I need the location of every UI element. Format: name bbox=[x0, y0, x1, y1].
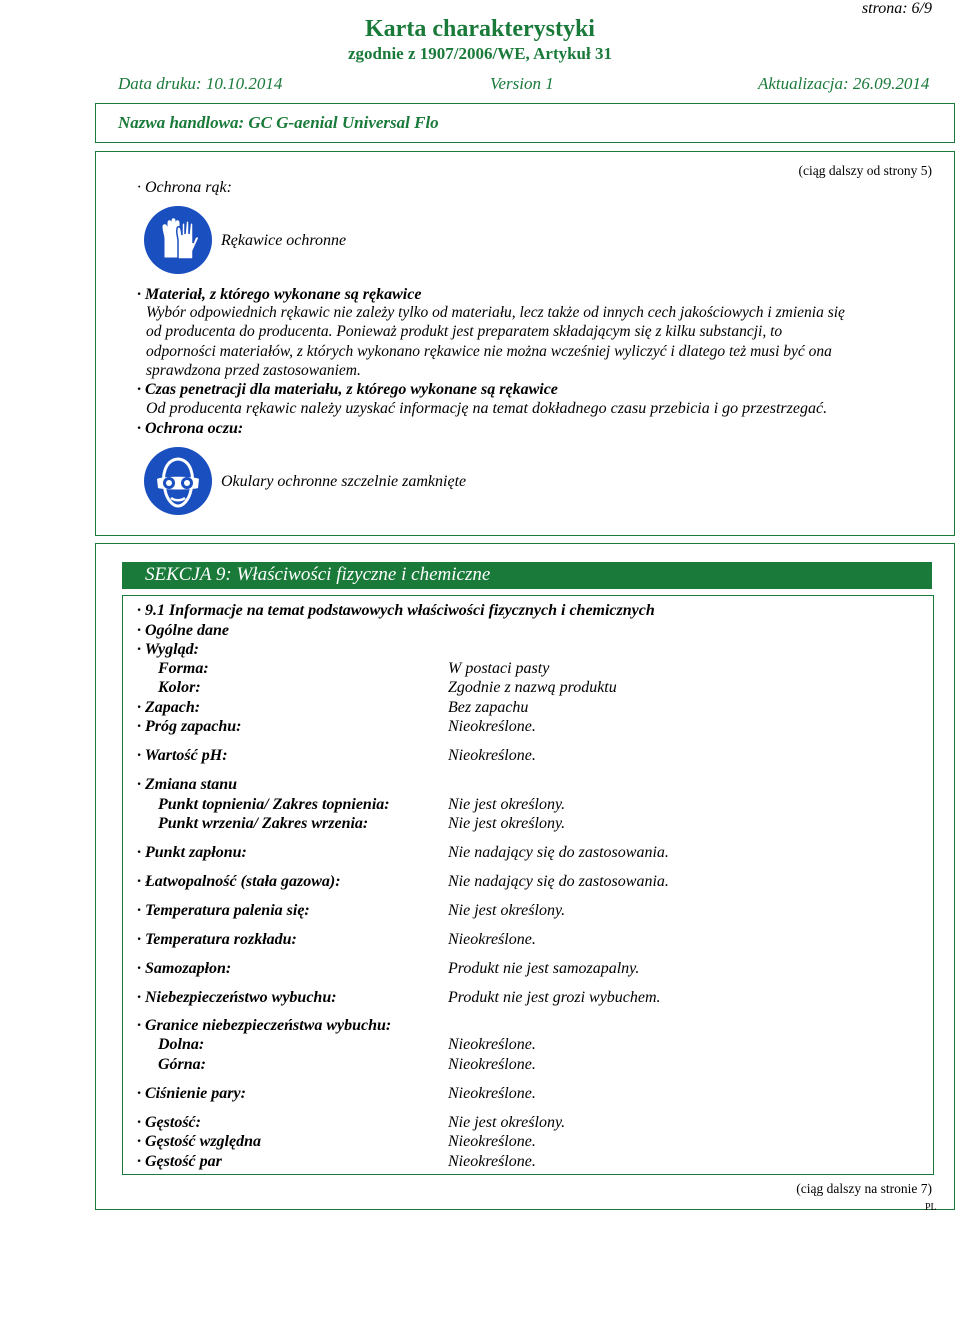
property-value: Nieokreślone. bbox=[448, 718, 536, 735]
property-label: · Ciśnienie pary: bbox=[137, 1085, 246, 1102]
property-value: Produkt nie jest samozapalny. bbox=[448, 960, 640, 977]
eye-protection-label: · Ochrona oczu: bbox=[137, 420, 244, 437]
property-value: Nie jest określony. bbox=[448, 1114, 566, 1131]
gloves-caption: Rękawice ochronne bbox=[221, 232, 347, 249]
version: Version 1 bbox=[490, 74, 554, 93]
trade-name: Nazwa handlowa: GC G-aenial Universal Flo bbox=[118, 113, 439, 132]
penetration-text: Od producenta rękawic należy uzyskać informację na temat dokładnego czasu przebicia i go przestrzegać. bbox=[146, 400, 828, 417]
property-value: Produkt nie jest grozi wybuchem. bbox=[448, 989, 661, 1006]
appearance-label: · Wygląd: bbox=[137, 641, 199, 658]
page-number: strona: 6/9 bbox=[861, 0, 932, 17]
property-label: · Niebezpieczeństwo wybuchu: bbox=[137, 989, 337, 1006]
hand-protection-label: · Ochrona rąk: bbox=[137, 179, 232, 196]
property-value: Nieokreślone. bbox=[448, 1056, 536, 1073]
property-value: Nie jest określony. bbox=[448, 815, 566, 832]
print-date: Data druku: 10.10.2014 bbox=[118, 74, 283, 93]
section-9-title: SEKCJA 9: Właściwości fizyczne i chemiczne bbox=[145, 564, 491, 585]
property-label: Kolor: bbox=[158, 679, 201, 696]
property-value: Nie jest określony. bbox=[448, 796, 566, 813]
document-title: Karta charakterystyki bbox=[365, 16, 595, 42]
goggles-mandatory-icon bbox=[143, 446, 213, 516]
property-label: · Granice niebezpieczeństwa wybuchu: bbox=[137, 1017, 392, 1034]
property-label: · Temperatura palenia się: bbox=[137, 902, 310, 919]
property-label: · Punkt zapłonu: bbox=[137, 844, 247, 861]
general-data-label: · Ogólne dane bbox=[137, 622, 229, 639]
subsection-9-1-title: · 9.1 Informacje na temat podstawowych właściwości fizycznych i chemicznych bbox=[137, 602, 655, 619]
property-value: Zgodnie z nazwą produktu bbox=[448, 679, 617, 696]
penetration-heading: · Czas penetracji dla materiału, z którego wykonane są rękawice bbox=[137, 381, 558, 398]
gloves-mandatory-icon bbox=[143, 205, 213, 275]
property-value: Nieokreślone. bbox=[448, 1085, 536, 1102]
material-heading: · Materiał, z którego wykonane są rękawice bbox=[137, 286, 422, 303]
document-subtitle: zgodnie z 1907/2006/WE, Artykuł 31 bbox=[348, 44, 612, 63]
property-label: Górna: bbox=[158, 1056, 207, 1073]
property-label: · Gęstość: bbox=[137, 1114, 201, 1131]
property-value: Nie jest określony. bbox=[448, 902, 566, 919]
continued-from-note: (ciąg dalszy od strony 5) bbox=[798, 163, 932, 178]
property-label: · Zapach: bbox=[137, 699, 201, 716]
property-value: Nie nadający się do zastosowania. bbox=[448, 844, 669, 861]
property-value: Nieokreślone. bbox=[448, 1036, 536, 1053]
property-label: · Gęstość względna bbox=[137, 1133, 261, 1150]
property-label: · Próg zapachu: bbox=[137, 718, 242, 735]
continued-to-note: (ciąg dalszy na stronie 7) bbox=[796, 1181, 932, 1196]
property-value: W postaci pasty bbox=[448, 660, 550, 677]
property-label: · Temperatura rozkładu: bbox=[137, 931, 297, 948]
property-label: Punkt topnienia/ Zakres topnienia: bbox=[158, 796, 390, 813]
property-value: Bez zapachu bbox=[448, 699, 529, 716]
property-label: Forma: bbox=[158, 660, 209, 677]
property-label: · Samozapłon: bbox=[137, 960, 232, 977]
update-date: Aktualizacja: 26.09.2014 bbox=[758, 74, 930, 93]
property-value: Nie nadający się do zastosowania. bbox=[448, 873, 669, 890]
goggles-caption: Okulary ochronne szczelnie zamknięte bbox=[221, 473, 467, 490]
property-label: · Gęstość par bbox=[137, 1153, 222, 1170]
property-label: Punkt wrzenia/ Zakres wrzenia: bbox=[158, 815, 369, 832]
property-value: Nieokreślone. bbox=[448, 931, 536, 948]
material-paragraph: Wybór odpowiednich rękawic nie zależy tylko od materiału, lecz także od innych cech jakościowych i zmienia się od producenta do producenta. Ponieważ produkt jest preparatem składającym się z kilku substancji, to odporności materiałów, z których wykonano rękawice nie można wcześniej wyliczyć i dlatego też musi być ona sprawdzona przed zastosowaniem. bbox=[146, 304, 845, 379]
property-label: · Wartość pH: bbox=[137, 747, 228, 764]
property-label: · Zmiana stanu bbox=[137, 776, 238, 793]
language-code: PL bbox=[925, 1202, 937, 1213]
property-value: Nieokreślone. bbox=[448, 1153, 536, 1170]
property-label: Dolna: bbox=[158, 1036, 205, 1053]
property-value: Nieokreślone. bbox=[448, 1133, 536, 1150]
property-value: Nieokreślone. bbox=[448, 747, 536, 764]
property-label: · Łatwopalność (stała gazowa): bbox=[137, 873, 341, 890]
